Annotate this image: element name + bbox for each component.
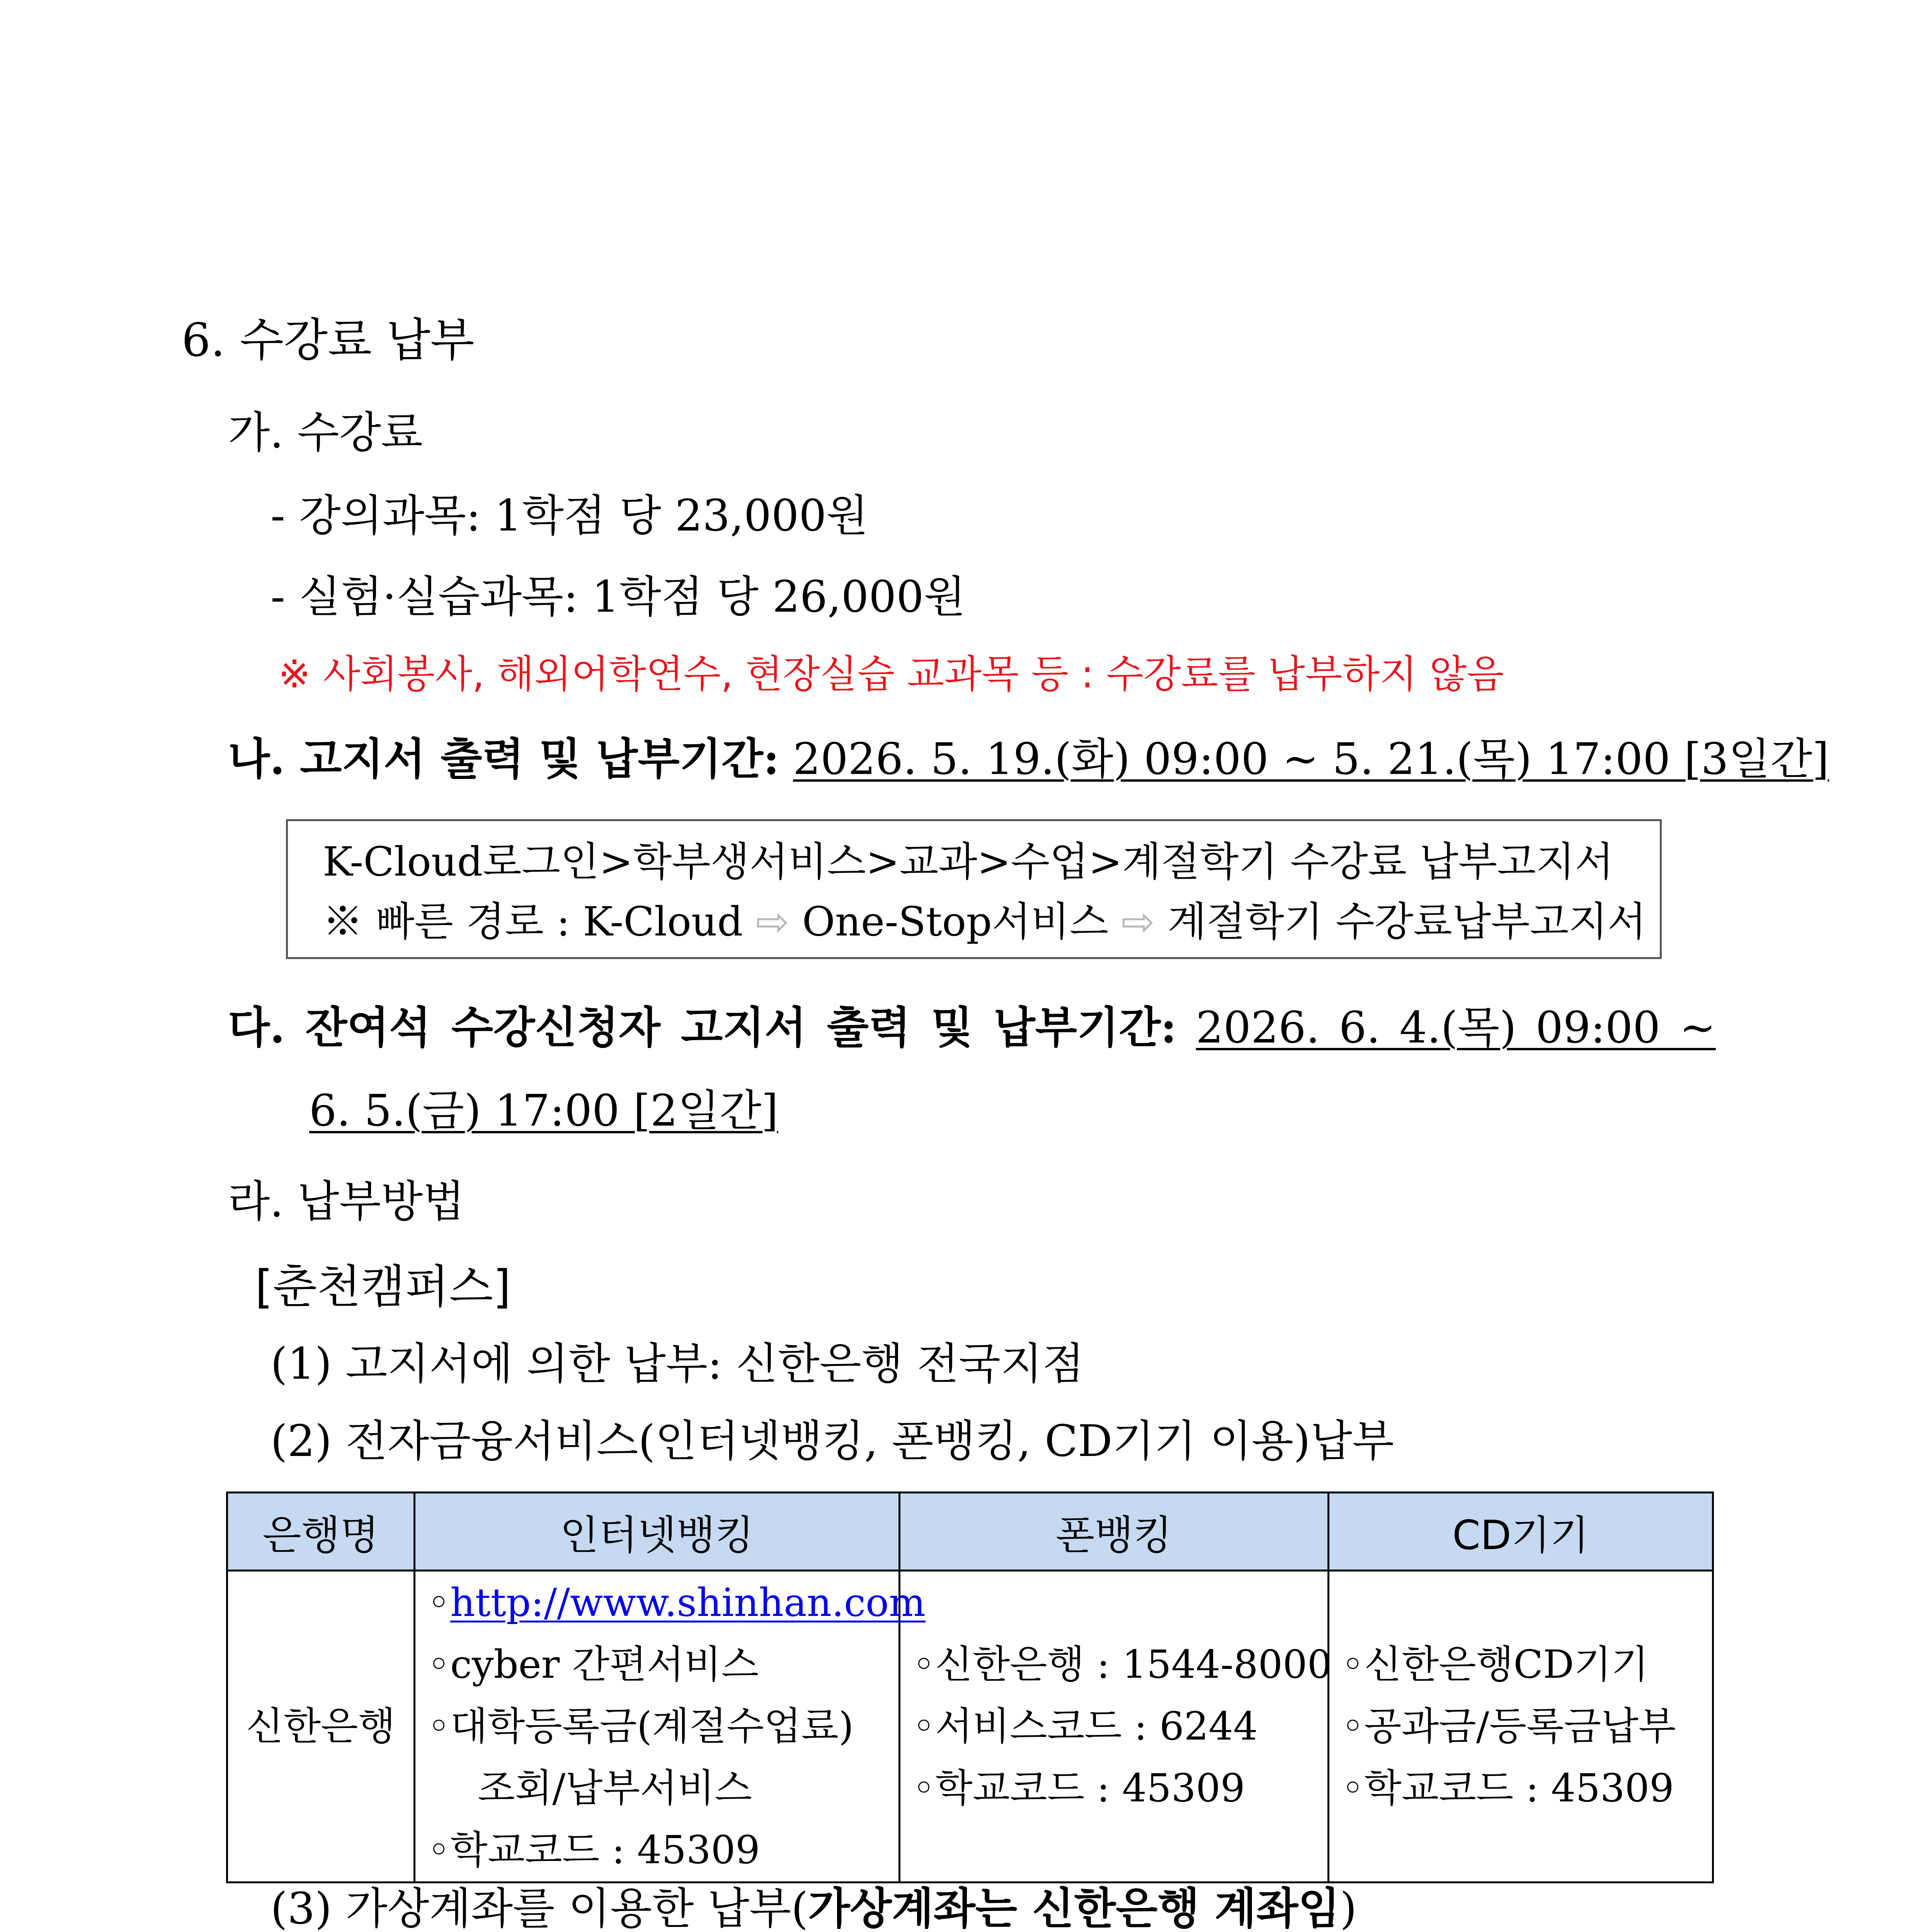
header-cd-machine: CD기기: [1329, 1493, 1713, 1571]
list-item: ◦cyber 간편서비스: [427, 1642, 759, 1687]
remaining-period-end: 6. 5.(금) 17:00 [2일간]: [309, 1086, 778, 1136]
shinhan-link-line: [416, 1572, 926, 1634]
table-row: [227, 1571, 1713, 1883]
remaining-period-line: [228, 1001, 1716, 1055]
fee-exemption-note: ※ 사회봉사, 해외어학연수, 현장실습 교과목 등 : 수강료를 납부하지 않음: [278, 651, 1504, 697]
method-item-1: (1) 고지서에 의한 납부: 신한은행 전국지점: [271, 1339, 1084, 1389]
kcloud-path-main: K-Cloud로그인>학부생서비스>교과>수업>계절학기 수강료 납부고지서: [323, 838, 1614, 885]
invoice-period-line: [228, 732, 1829, 786]
kcloud-path-box: [286, 819, 1662, 959]
kcloud-path-quick: [323, 895, 1646, 949]
list-item: ◦서비스코드 : 6244: [912, 1704, 1258, 1749]
fee-title: 가. 수강료: [228, 408, 423, 458]
bullet-circle: ◦: [427, 1580, 450, 1625]
quick-path-mid: One-Stop서비스: [802, 898, 1109, 945]
list-item: ◦대학등록금(계절수업료): [427, 1704, 854, 1749]
internet-banking-cell: [415, 1571, 926, 1883]
invoice-period: 2026. 5. 19.(화) 09:00 ~ 5. 21.(목) 17:00 [3일간]: [793, 734, 1829, 784]
header-internet-banking: 인터넷뱅킹: [415, 1493, 900, 1571]
list-item: 조회/납부서비스: [478, 1765, 752, 1811]
phone-banking-cell: [900, 1571, 1332, 1883]
remaining-period-start: 2026. 6. 4.(목) 09:00 ~: [1196, 1003, 1716, 1053]
table-header-row: [227, 1493, 1713, 1571]
header-bank-name: 은행명: [227, 1493, 415, 1571]
list-item: ◦신한은행CD기기: [1341, 1642, 1649, 1687]
list-item: ◦신한은행 : 1544-8000: [912, 1642, 1332, 1687]
item3-bold: 가상계좌는 신한은행 계좌임: [808, 1883, 1340, 1932]
campus-label: [춘천캠퍼스]: [255, 1260, 511, 1313]
method-item-3: [271, 1882, 1357, 1932]
remaining-label: 다. 잔여석 수강신청자 고지서 출력 및 납부기간:: [228, 1002, 1177, 1053]
item3-suffix: ): [1340, 1884, 1357, 1932]
right-arrow-icon: ⇨: [756, 898, 790, 945]
method-item-2: (2) 전자금융서비스(인터넷뱅킹, 폰뱅킹, CD기기 이용)납부: [271, 1416, 1394, 1466]
list-item: ◦공과금/등록금납부: [1341, 1704, 1676, 1749]
bank-name-cell: 신한은행: [227, 1571, 415, 1883]
list-item: ◦학교코드 : 45309: [427, 1827, 760, 1872]
list-item: ◦학교코드 : 45309: [912, 1765, 1245, 1811]
remaining-period-end-line: [309, 1084, 778, 1138]
shinhan-website-link[interactable]: http://www.shinhan.com: [450, 1580, 926, 1625]
list-item: ◦학교코드 : 45309: [1341, 1765, 1674, 1811]
quick-path-prefix: ※ 빠른 경로 : K-Cloud: [323, 898, 743, 945]
header-phone-banking: 폰뱅킹: [900, 1493, 1329, 1571]
section-heading: 6. 수강료 납부: [182, 313, 475, 367]
item3-prefix: (3) 가상계좌를 이용한 납부(: [271, 1884, 808, 1932]
method-title: 라. 납부방법: [228, 1177, 465, 1227]
fee-item-lab: - 실험·실습과목: 1학점 당 26,000원: [271, 572, 966, 622]
bank-payment-table: [226, 1492, 1714, 1883]
right-arrow-icon: ⇨: [1121, 898, 1155, 945]
cd-machine-cell: [1329, 1571, 1713, 1883]
invoice-label: 나. 고지서 출력 및 납부기간:: [228, 734, 779, 784]
fee-item-lecture: - 강의과목: 1학점 당 23,000원: [271, 491, 868, 541]
quick-path-end: 계절학기 수강료납부고지서: [1167, 898, 1647, 945]
